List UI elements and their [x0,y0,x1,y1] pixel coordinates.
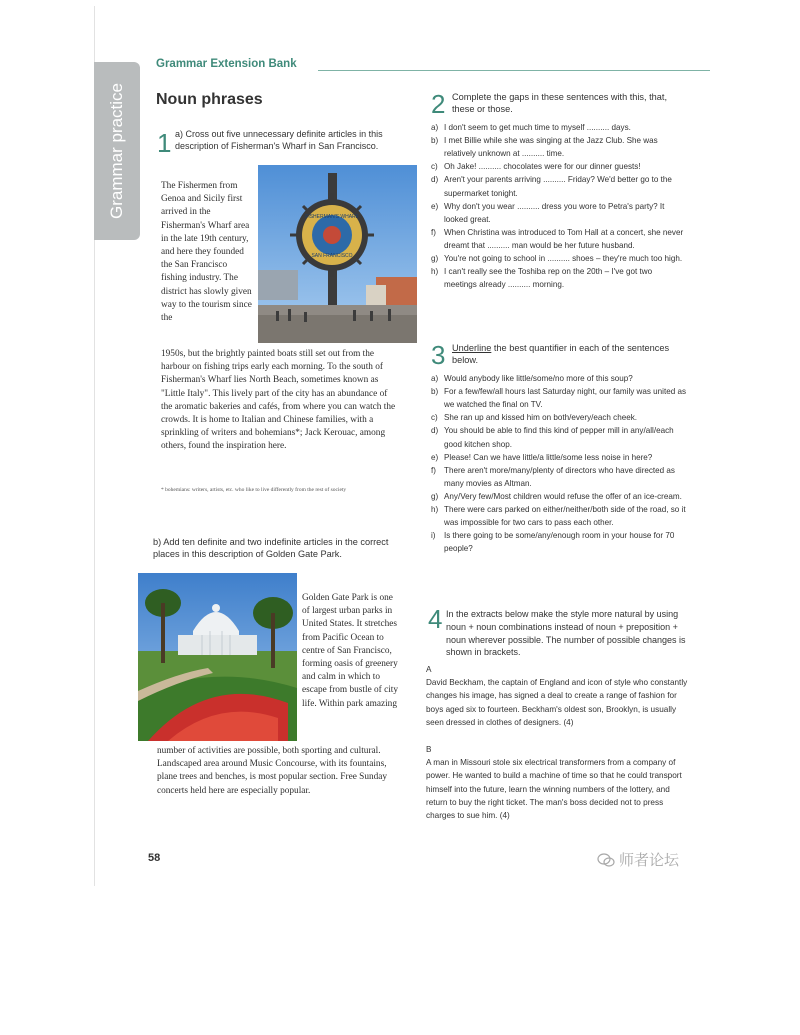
fishermans-wharf-illustration [258,165,417,343]
page-number: 58 [148,852,161,864]
watermark-text: 师者论坛 [619,851,680,869]
exercise-3-instruction-rest: the best quantifier in each of the sentences below. [452,343,670,365]
item-text: There aren't more/many/plenty of directors who have directed as many movies as Altman. [444,465,675,488]
exercise-1a-text: 1950s, but the brightly painted boats still set out from the harbour on fishing trips early each morning. To the south of Fisherman's Wharf lies North Beach, sometimes known as "Little Italy". This lively part of the city has an abundance of the aromatic bakeries and cafés, from where you can watch the crowds. It is home to Italian and Chinese families, with a sprinkling of writers and bohemians*; Jack Kerouac, among others, found the inspiration here. [161,349,396,452]
header-rule [318,70,710,71]
exercise-1b-text: number of activities are possible, both sporting and cultural. Landscaped area around Music Concourse, with its fountains, plane trees and benches, is most popular section. Free Sunday concerts held here are especially popular. [157,746,388,796]
item-letter: c) [431,413,438,423]
item-letter: b) [431,136,439,146]
sign-text-bottom: SAN FRANCISCO [311,253,353,259]
item-text: For a few/few/all hours last Saturday night, our family was united as we watched the final on TV. [444,387,687,410]
bank-title: Grammar Extension Bank [156,58,297,70]
item-text: You should be able to find this kind of pepper mill in any/all/each good kitchen shop. [444,426,674,449]
exercise-4-instruction [446,608,686,659]
list-item [431,464,687,490]
item-letter: d) [431,175,439,185]
exercise-1a-footnote: * bohemians: writers, artists, etc. who like to live differently from the rest of society [161,487,347,493]
item-letter: h) [431,267,439,277]
item-letter: h) [431,505,439,515]
exercise-3-list [431,372,687,556]
item-letter: f) [431,227,436,237]
exercise-2-number: 2 [431,89,446,119]
watermark [597,849,679,870]
extract-b-label: B [426,745,432,754]
extract-a-label: A [426,665,432,674]
exercise-2-list [431,121,687,291]
list-item [431,121,687,134]
exercise-3-number: 3 [431,340,446,370]
exercise-1-number: 1 [157,128,172,158]
list-item [431,200,687,226]
list-item [431,385,687,411]
item-letter: i) [431,531,436,541]
list-item [431,372,687,385]
item-text: You're not going to school in .......... shoes – they're much too high. [444,254,683,264]
exercise-1b-instruction: b) Add ten definite and two indefinite articles in the correct places in this description of Golden Gate Park. [153,537,389,559]
item-text: Please! Can we have little/a little/some less noise in here? [444,452,653,462]
exercise-3-instruction [452,343,677,367]
list-item [431,411,687,424]
item-text: When Christina was introduced to Tom Hall at a concert, she never dreamt that .......... man would be her future husband. [444,227,684,250]
item-letter: a) [431,374,439,383]
item-text: Oh Jake! .......... chocolates were for our dinner guests! [444,162,641,172]
exercise-2-instruction: Complete the gaps in these sentences with this, that, these or those. [452,92,668,114]
item-text: Would anybody like little/some/no more of this soup? [444,374,633,383]
exercise-1b-text-wrap: Golden Gate Park is one of largest urban parks in United States. It stretches from Pacific Ocean to centre of San Francisco, forming oasis of greenery and calm in which to escape from bustle of city life. Within park amazing [302,593,399,709]
fishermans-wharf-photo [258,165,417,343]
extract-a-text: David Beckham, the captain of England and icon of style who constantly changes his image, has signed a deal to create a range of fashion for boys aged six to fourteen. Beckham's oldest son, Brooklyn, is usually seen dressed in clothes of designers. (4) [426,678,688,727]
exercise-1a-instruction: a) Cross out five unnecessary definite articles in this description of Fisherman's Wharf in San Francisco. [175,129,383,151]
exercise-1a-text-wrap: The Fishermen from Genoa and Sicily first arrived in the Fisherman's Wharf area in the late 19th century, and here they founded the San Francisco fishing industry. The district has slowly given way to the tourism since the [161,181,252,323]
list-item [431,226,687,252]
side-tab-label: Grammar practice [107,82,126,220]
exercise-4-instruction-text: In the extracts below make the style more natural by using noun + noun combinations instead of noun + preposition + noun wherever possible. The number of possible changes is shown in brackets. [446,609,686,658]
item-letter: f) [431,465,436,475]
item-letter: e) [431,452,439,462]
item-letter: g) [431,254,439,264]
item-text: Any/Very few/Most children would refuse the offer of an ice-cream. [444,491,682,501]
conservatory-illustration [138,573,297,741]
list-item [431,503,687,529]
list-item [431,173,687,199]
item-text: There were cars parked on either/neither/both side of the road, so it was impossible for two cars to pass each other. [444,505,686,528]
item-text: I don't seem to get much time to myself .......... days. [444,123,631,132]
item-letter: e) [431,201,439,211]
wechat-icon [597,853,615,867]
golden-gate-park-photo [138,573,297,741]
list-item [431,424,687,450]
item-text: Why don't you wear .......... dress you wore to Petra's party? It looked great. [444,201,665,224]
item-text: I met Billie while she was singing at the Jazz Club. She was relatively unknown at .......... time. [444,136,658,159]
page-title: Noun phrases [156,91,263,108]
underline-word: Underline [452,343,492,353]
list-item [431,490,687,503]
item-letter: a) [431,123,439,132]
list-item [431,451,687,464]
item-text: She ran up and kissed him on both/every/each cheek. [444,413,638,423]
extract-b-text: A man in Missouri stole six electrical transformers from a company of power. He wanted to build a machine of time so that he could transport himself into the future, learn the winning numbers of the lottery, and return to buy the right ticket. The man's boss decided not to press charges to sue him. (4) [426,758,682,821]
list-item [431,160,687,173]
item-text: Is there going to be some/any/enough room in your house for 70 people? [444,531,675,554]
side-tab [94,62,140,240]
item-letter: c) [431,162,438,172]
sign-text-top: FISHERMAN'S WHARF [305,214,359,220]
item-text: I can't really see the Toshiba rep on the 20th – I've got two meetings already .......... morning. [444,267,653,290]
item-text: Aren't your parents arriving .......... Friday? We'd better go to the supermarket tonight. [444,175,672,198]
item-letter: b) [431,387,439,397]
list-item [431,252,687,265]
list-item [431,265,687,291]
item-letter: g) [431,491,439,501]
item-letter: d) [431,426,439,436]
exercise-4-number: 4 [428,604,443,634]
list-item [431,529,687,555]
list-item [431,134,687,160]
